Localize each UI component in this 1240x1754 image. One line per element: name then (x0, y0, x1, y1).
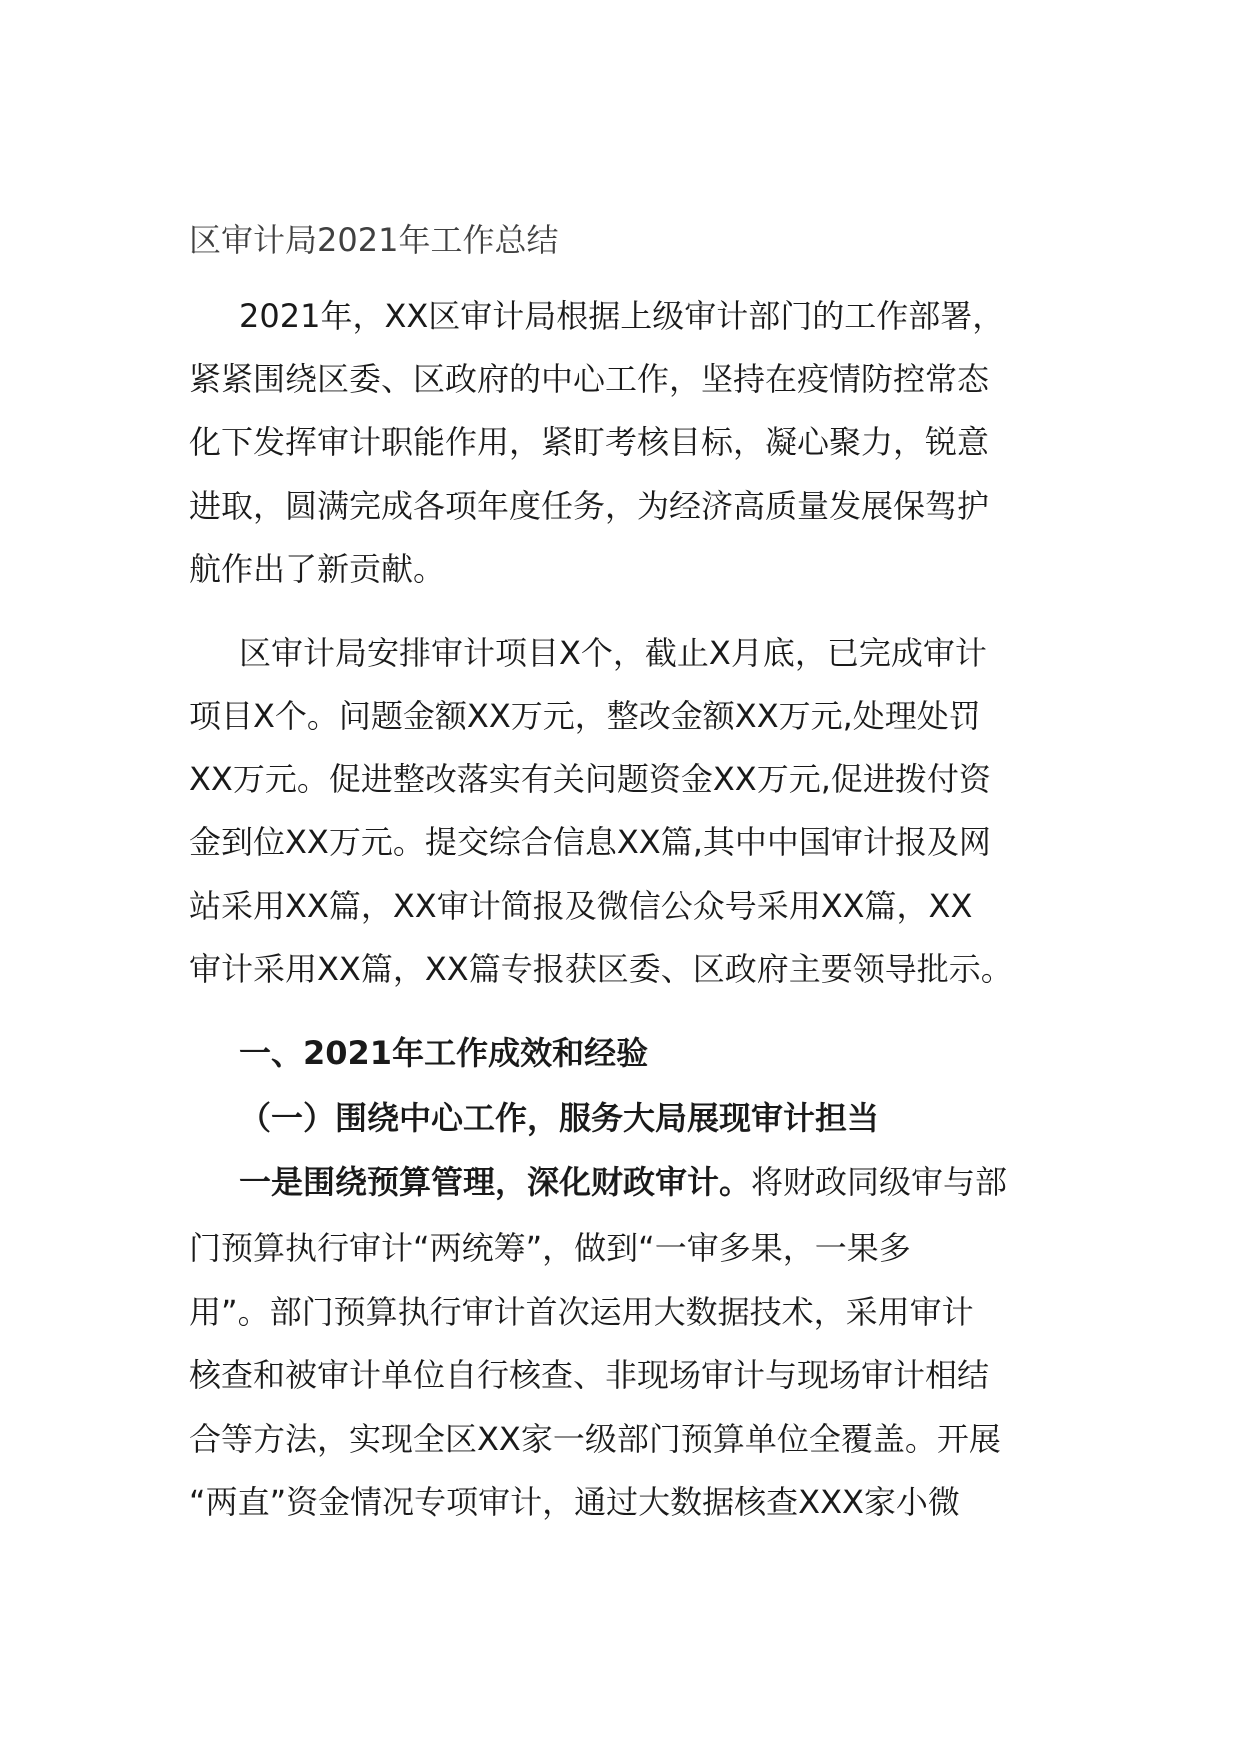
point-1-line: 门预算执行审计“两统筹”，做到“一审多果，一果多 (189, 1229, 911, 1267)
section-heading-1: 一、2021年工作成效和经验 (239, 1034, 649, 1072)
intro-line: 化下发挥审计职能作用，紧盯考核目标，凝心聚力，锐意 (189, 423, 990, 461)
stats-line: 项目X个。问题金额XX万元，整改金额XX万元,处理处罚 (189, 697, 981, 735)
point-1-line: 合等方法，实现全区XX家一级部门预算单位全覆盖。开展 (189, 1420, 1001, 1458)
intro-line: 航作出了新贡献。 (189, 550, 446, 588)
point-1-lead: 一是围绕预算管理，深化财政审计。 (239, 1163, 752, 1201)
intro-line: 进取，圆满完成各项年度任务，为经济高质量发展保驾护 (189, 487, 990, 525)
stats-line: XX万元。促进整改落实有关问题资金XX万元,促进拨付资 (189, 760, 991, 798)
point-1-line: 用”。部门预算执行审计首次运用大数据技术，采用审计 (189, 1293, 974, 1331)
point-1-first-line (239, 1160, 1007, 1204)
stats-line: 审计采用XX篇，XX篇专报获区委、区政府主要领导批示。 (189, 950, 1013, 988)
point-1-line: “两直”资金情况专项审计，通过大数据核查XXX家小微 (189, 1483, 960, 1521)
section-heading-2: （一）围绕中心工作，服务大局展现审计担当 (239, 1099, 880, 1137)
stats-line: 站采用XX篇，XX审计简报及微信公众号采用XX篇，XX (189, 887, 973, 925)
stats-line: 金到位XX万元。提交综合信息XX篇,其中中国审计报及网 (189, 823, 991, 861)
stats-line: 区审计局安排审计项目X个，截止X月底，已完成审计 (239, 634, 987, 672)
document-title: 区审计局2021年工作总结 (189, 221, 559, 259)
intro-line: 紧紧围绕区委、区政府的中心工作，坚持在疫情防控常态 (189, 360, 990, 398)
point-1-line: 核查和被审计单位自行核查、非现场审计与现场审计相结 (189, 1356, 990, 1394)
intro-line: 2021年，XX区审计局根据上级审计部门的工作部署， (239, 297, 1005, 335)
point-1-first-line-rest: 将财政同级审与部 (751, 1163, 1008, 1201)
